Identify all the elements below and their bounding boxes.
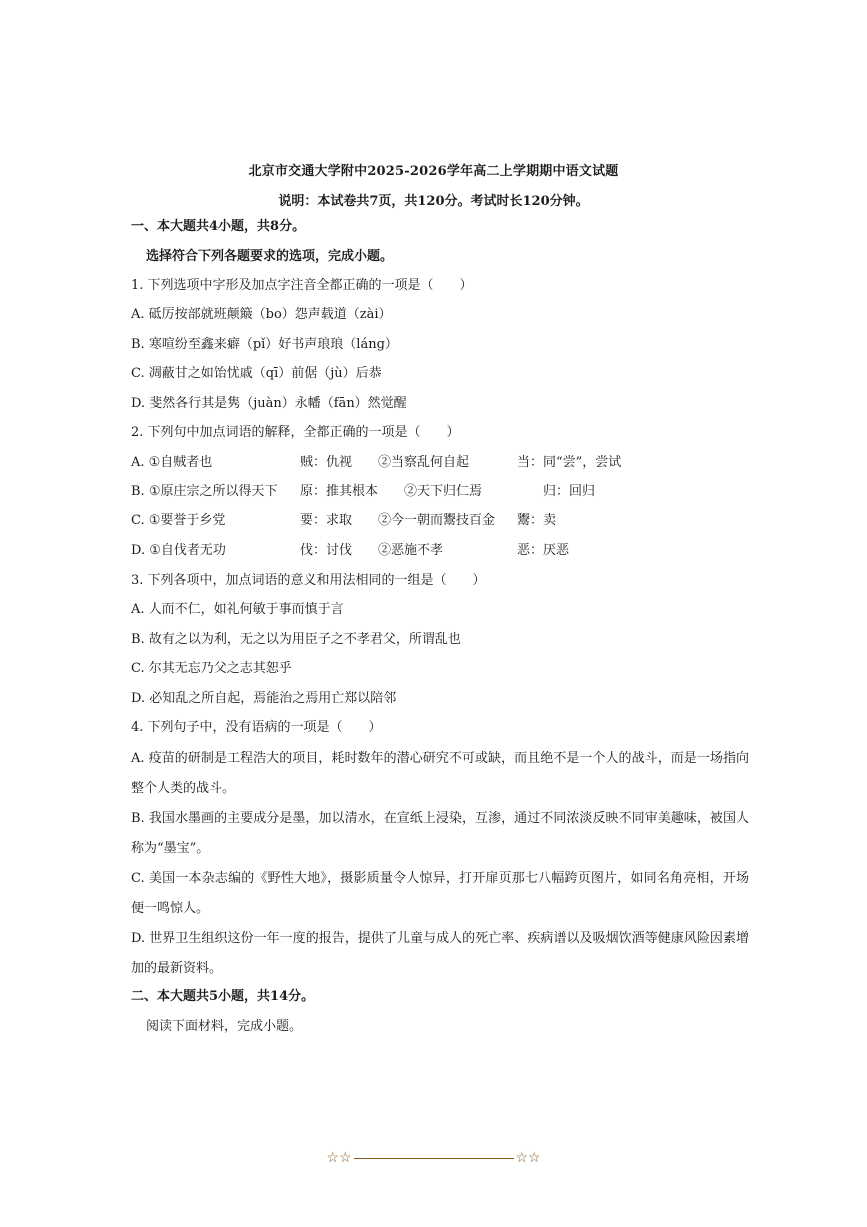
- q2-a-gloss1: 贼：仇视: [300, 455, 353, 470]
- footer-stars-left: ☆☆: [326, 1150, 352, 1166]
- exam-title: 北京市交通大学附中2025-2026学年高二上学期期中语文试题: [248, 164, 619, 179]
- q1-stem: 1. 下列选项中字形及加点字注音全都正确的一项是（ ）: [131, 278, 473, 293]
- q1-option-a: A. 砥厉按部就班颠簸（bo）怨声载道（zài）: [131, 307, 392, 322]
- q2-b-item1: B. ①原庄宗之所以得天下: [131, 484, 278, 499]
- q2-d-item2: ②恶施不孝: [378, 543, 444, 558]
- q2-stem: 2. 下列句中加点词语的解释，全都正确的一项是（ ）: [131, 425, 460, 440]
- q2-a-item1: A. ①自贼者也: [131, 455, 213, 470]
- q2-a-gloss2: 当：同“尝”，尝试: [517, 455, 622, 470]
- q2-row-a: [0, 454, 867, 472]
- q3-option-b: B. 故有之以为利，无之以为用臣子之不孝君父，所谓乱也: [131, 632, 461, 647]
- q3-stem: 3. 下列各项中，加点词语的意义和用法相同的一组是（ ）: [131, 573, 486, 588]
- q2-b-gloss2: 归：回归: [543, 484, 596, 499]
- q2-d-gloss2: 恶：厌恶: [517, 543, 570, 558]
- section1-heading: 一、本大题共4小题，共8分。: [131, 219, 306, 234]
- q2-a-item2: ②当察乱何自起: [378, 455, 470, 470]
- q2-d-item1: D. ①自伐者无功: [131, 543, 226, 558]
- footer-stars-right: ☆☆: [515, 1150, 541, 1166]
- q4-option-d: D. 世界卫生组织这份一年一度的报告，提供了儿童与成人的死亡率、疾病谱以及吸烟饮酒等健康风险因素增加的最新资料。: [131, 931, 749, 976]
- q2-b-gloss1: 原：推其根本: [300, 484, 379, 499]
- q2-row-d: [0, 542, 867, 560]
- q3-option-c: C. 尔其无忘乃父之志其恕乎: [131, 661, 292, 676]
- q2-row-c: [0, 512, 867, 530]
- q2-d-gloss1: 伐：讨伐: [300, 543, 353, 558]
- q2-c-gloss2: 鬻：卖: [517, 513, 557, 528]
- q2-c-gloss1: 要：求取: [300, 513, 353, 528]
- q3-option-d: D. 必知乱之所自起，焉能治之焉用亡郑以陪邻: [131, 691, 397, 706]
- q4-option-c: C. 美国一本杂志编的《野性大地》，摄影质量令人惊异，打开扉页那七八幅跨页图片，如同名角亮相，开场便一鸣惊人。: [131, 871, 749, 916]
- q4-stem: 4. 下列句子中，没有语病的一项是（ ）: [131, 720, 382, 735]
- q2-c-item2: ②今一朝而鬻技百金: [378, 513, 496, 528]
- exam-note: 说明：本试卷共7页，共120分。考试时长120分钟。: [278, 194, 589, 209]
- q2-row-b: [0, 483, 867, 501]
- section2-instruction: 阅读下面材料，完成小题。: [146, 1019, 303, 1034]
- q4-option-b: B. 我国水墨画的主要成分是墨，加以清水，在宣纸上浸染，互渗，通过不同浓淡反映不同审美趣味，被国人称为“墨宝”。: [131, 811, 749, 856]
- page-footer: [0, 1150, 867, 1166]
- q2-c-item1: C. ①要誉于乡党: [131, 513, 226, 528]
- footer-rule: [354, 1158, 514, 1159]
- q1-option-d: D. 斐然各行其是隽（juàn）永幡（fān）然觉醒: [131, 396, 407, 411]
- q2-b-item2: ②天下归仁焉: [404, 484, 483, 499]
- q1-option-c: C. 凋蔽甘之如饴忧戚（qī）前倨（jù）后恭: [131, 366, 382, 381]
- q4-option-a: A. 疫苗的研制是工程浩大的项目，耗时数年的潜心研究不可或缺，而且绝不是一个人的战斗，而是一场指向整个人类的战斗。: [131, 751, 749, 796]
- section2-heading: 二、本大题共5小题，共14分。: [131, 989, 315, 1004]
- q1-option-b: B. 寒喧纷至鑫来癖（pǐ）好书声琅琅（láng）: [131, 337, 398, 352]
- section1-instruction: 选择符合下列各题要求的选项，完成小题。: [146, 249, 394, 264]
- q3-option-a: A. 人而不仁，如礼何敏于事而慎于言: [131, 602, 344, 617]
